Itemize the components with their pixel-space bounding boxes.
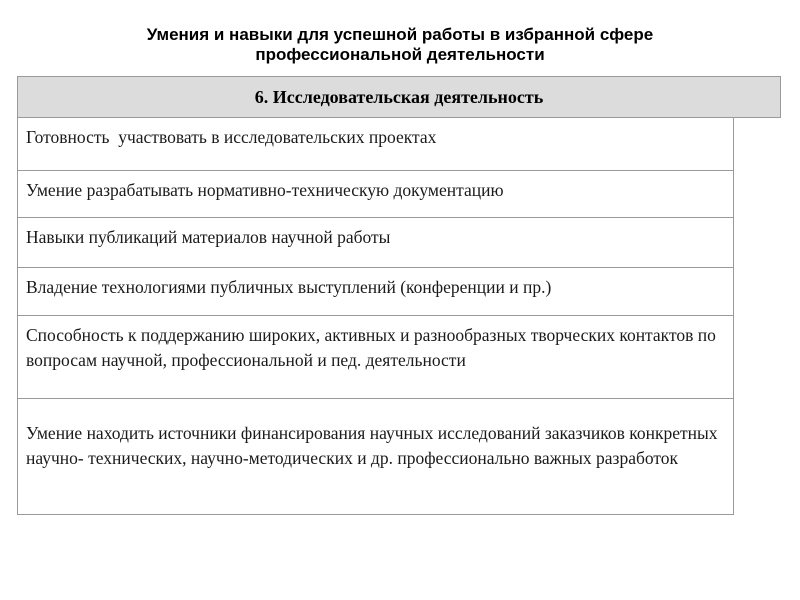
table-row: Умение разрабатывать нормативно-техническую документацию	[18, 170, 733, 217]
slide-title-line-1: Умения и навыки для успешной работы в избранной сфере	[146, 25, 654, 44]
slide-title	[0, 25, 800, 65]
table-row: Способность к поддержанию широких, активных и разнообразных творческих контактов по вопросам научной, профессиональной и пед. деятельности	[18, 315, 733, 398]
table-row: Владение технологиями публичных выступлений (конференции и пр.)	[18, 267, 733, 315]
table-row: Умение находить источники финансирования научных исследований заказчиков конкретных научно- технических, научно-методических и др. профессионально важных разработок	[18, 398, 733, 514]
table-header: 6. Исследовательская деятельность	[17, 76, 781, 118]
slide-title-line-2: профессиональной деятельности	[255, 45, 545, 64]
table-row: Навыки публикаций материалов научной работы	[18, 217, 733, 267]
skills-table	[17, 118, 734, 515]
table-row: Готовность участвовать в исследовательских проектах	[26, 127, 437, 147]
